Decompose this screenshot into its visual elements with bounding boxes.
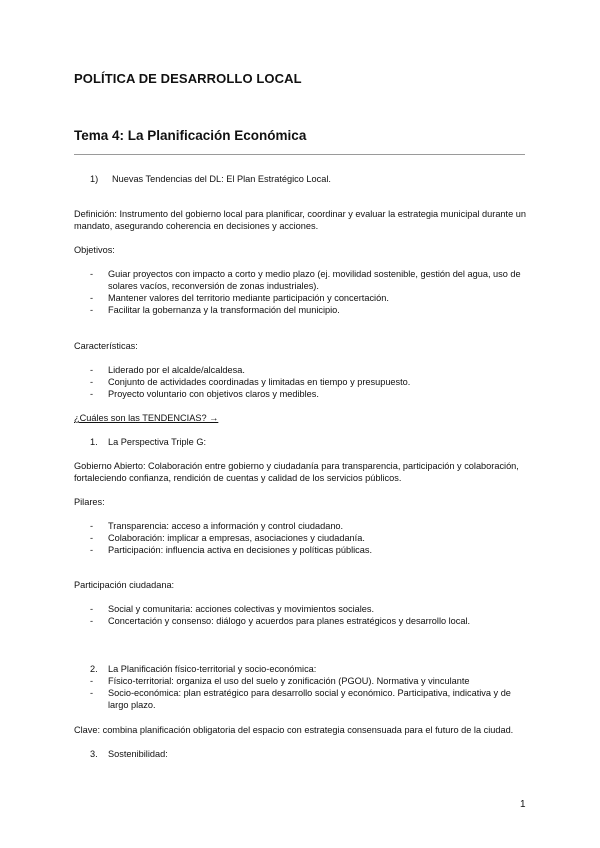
list-bullet: - bbox=[90, 521, 94, 531]
list-item: Guiar proyectos con impacto a corto y medio plazo (ej. movilidad sostenible, gestión del agua, uso de bbox=[108, 269, 521, 279]
list-bullet: - bbox=[90, 533, 94, 543]
list-bullet: - bbox=[90, 604, 94, 614]
document-title: POLÍTICA DE DESARROLLO LOCAL bbox=[74, 71, 302, 86]
list-item: Conjunto de actividades coordinadas y limitadas en tiempo y presupuesto. bbox=[108, 377, 411, 387]
characteristics-label: Características: bbox=[74, 341, 138, 351]
trends-heading-link[interactable]: ¿Cuáles son las TENDENCIAS? → bbox=[74, 413, 219, 423]
definition-line: mandato, asegurando coherencia en decisiones y acciones. bbox=[74, 221, 319, 231]
key-summary: Clave: combina planificación obligatoria del espacio con estrategia consensuada para el futuro de la ciudad. bbox=[74, 725, 514, 735]
definition-line: Definición: Instrumento del gobierno local para planificar, coordinar y evaluar la estrategia municipal durante un bbox=[74, 209, 526, 219]
list-bullet: - bbox=[90, 688, 94, 698]
heading-divider bbox=[74, 154, 525, 155]
trend-title: La Planificación físico-territorial y socio-económica: bbox=[108, 664, 317, 674]
list-bullet: - bbox=[90, 676, 94, 686]
list-item: Mantener valores del territorio mediante participación y concertación. bbox=[108, 293, 389, 303]
page-number: 1 bbox=[520, 799, 526, 810]
list-item-continuation: largo plazo. bbox=[108, 700, 156, 710]
list-bullet: - bbox=[90, 305, 94, 315]
open-gov-line: fortaleciendo confianza, rendición de cuentas y calidad de los servicios públicos. bbox=[74, 473, 402, 483]
section-number: 1) bbox=[90, 174, 99, 184]
list-bullet: - bbox=[90, 389, 94, 399]
list-bullet: - bbox=[90, 365, 94, 375]
list-item: Participación: influencia activa en decisiones y políticas públicas. bbox=[108, 545, 373, 555]
pillars-label: Pilares: bbox=[74, 497, 105, 507]
trend-title: Sostenibilidad: bbox=[108, 749, 168, 759]
list-item: Físico-territorial: organiza el uso del suelo y zonificación (PGOU). Normativa y vinculante bbox=[108, 676, 470, 686]
list-item: Facilitar la gobernanza y la transformación del municipio. bbox=[108, 305, 340, 315]
list-bullet: - bbox=[90, 269, 94, 279]
list-item: Social y comunitaria: acciones colectivas y movimientos sociales. bbox=[108, 604, 375, 614]
list-bullet: - bbox=[90, 377, 94, 387]
topic-heading: Tema 4: La Planificación Económica bbox=[74, 128, 307, 143]
section-title: Nuevas Tendencias del DL: El Plan Estratégico Local. bbox=[112, 174, 331, 184]
list-item-continuation: solares vacíos, reconversión de zonas industriales). bbox=[108, 281, 319, 291]
list-bullet: - bbox=[90, 616, 94, 626]
trend-title: La Perspectiva Triple G: bbox=[108, 437, 207, 447]
trend-number: 2. bbox=[90, 664, 98, 674]
list-bullet: - bbox=[90, 293, 94, 303]
participation-label: Participación ciudadana: bbox=[74, 580, 175, 590]
list-item: Transparencia: acceso a información y control ciudadano. bbox=[108, 521, 344, 531]
trend-number: 1. bbox=[90, 437, 98, 447]
list-bullet: - bbox=[90, 545, 94, 555]
open-gov-line: Gobierno Abierto: Colaboración entre gobierno y ciudadanía para transparencia, participación y colaboración, bbox=[74, 461, 519, 471]
list-item: Concertación y consenso: diálogo y acuerdos para planes estratégicos y desarrollo local. bbox=[108, 616, 471, 626]
objectives-label: Objetivos: bbox=[74, 245, 115, 255]
list-item: Socio-económica: plan estratégico para desarrollo social y económico. Participativa, indicativa y de bbox=[108, 688, 511, 698]
list-item: Proyecto voluntario con objetivos claros y medibles. bbox=[108, 389, 319, 399]
list-item: Colaboración: implicar a empresas, asociaciones y ciudadanía. bbox=[108, 533, 365, 543]
list-item: Liderado por el alcalde/alcaldesa. bbox=[108, 365, 245, 375]
trend-number: 3. bbox=[90, 749, 98, 759]
